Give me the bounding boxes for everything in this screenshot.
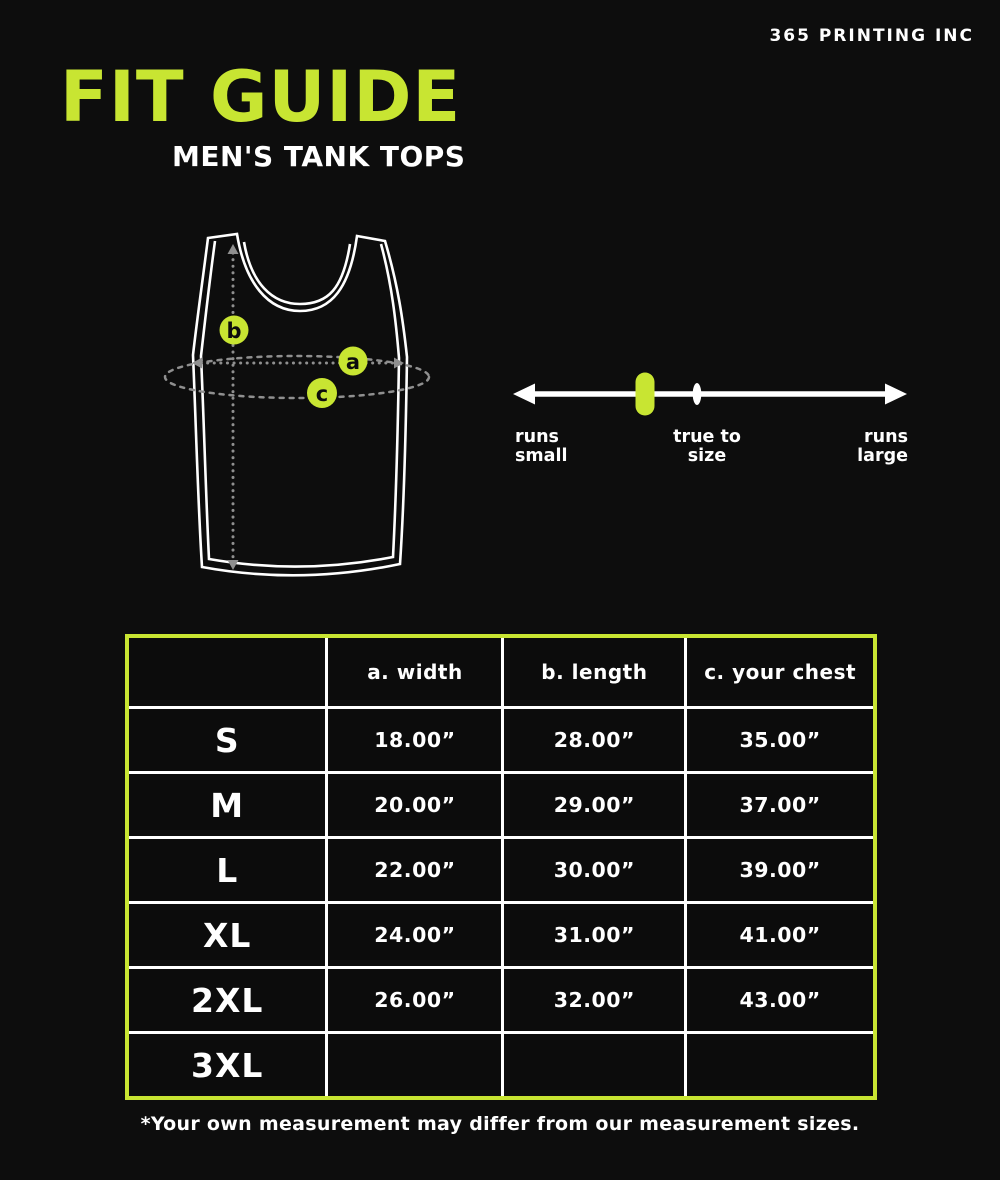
tank-neckline-inner — [244, 242, 350, 304]
brand-name: 365 PRINTING INC — [769, 26, 974, 46]
tank-outline — [193, 234, 407, 575]
runs-small-line1: runs — [515, 427, 559, 447]
marker-b-label: b — [226, 319, 242, 343]
table-corner-cell — [129, 638, 325, 706]
chest-value: 35.00” — [687, 709, 873, 771]
length-value: 28.00” — [504, 709, 684, 771]
runs-large-line1: runs — [864, 427, 908, 447]
size-label: 3XL — [129, 1034, 325, 1096]
length-guide-arrow-top — [228, 244, 239, 254]
fit-scale-arrow-left — [513, 384, 535, 405]
chest-value — [687, 1034, 873, 1096]
length-value — [504, 1034, 684, 1096]
col-header-length: b. length — [504, 638, 684, 706]
width-value: 18.00” — [328, 709, 501, 771]
length-value: 32.00” — [504, 969, 684, 1031]
fit-scale-arrow-right — [885, 384, 907, 405]
length-value: 30.00” — [504, 839, 684, 901]
length-value: 31.00” — [504, 904, 684, 966]
size-label: XL — [129, 904, 325, 966]
runs-large-line2: large — [857, 445, 908, 466]
size-table — [125, 634, 877, 1100]
length-guide-arrow-bottom — [228, 560, 239, 570]
size-label: S — [129, 709, 325, 771]
chest-value: 39.00” — [687, 839, 873, 901]
marker-c-label: c — [315, 382, 329, 406]
fit-scale — [500, 355, 920, 485]
chest-value: 43.00” — [687, 969, 873, 1031]
true-to-size-line2: size — [687, 445, 727, 466]
runs-small-line2: small — [515, 445, 568, 466]
chest-guide-ellipse — [165, 356, 429, 398]
page-title: FIT GUIDE — [60, 56, 462, 138]
width-value: 20.00” — [328, 774, 501, 836]
width-value — [328, 1034, 501, 1096]
fit-scale-axis — [500, 355, 920, 427]
fit-indicator-marker — [636, 373, 655, 416]
tank-inner-line — [201, 241, 399, 567]
tank-top-diagram — [160, 225, 440, 600]
col-header-width: a. width — [328, 638, 501, 706]
true-to-size-tick — [693, 383, 702, 405]
size-label: M — [129, 774, 325, 836]
true-to-size-line1: true to — [673, 427, 741, 447]
true-to-size-label — [673, 428, 741, 466]
width-value: 24.00” — [328, 904, 501, 966]
width-value: 26.00” — [328, 969, 501, 1031]
width-value: 22.00” — [328, 839, 501, 901]
chest-value: 41.00” — [687, 904, 873, 966]
size-label: 2XL — [129, 969, 325, 1031]
col-header-chest: c. your chest — [687, 638, 873, 706]
chest-value: 37.00” — [687, 774, 873, 836]
runs-small-label — [515, 428, 567, 466]
length-value: 29.00” — [504, 774, 684, 836]
size-label: L — [129, 839, 325, 901]
runs-large-label — [857, 428, 908, 466]
measurement-disclaimer: *Your own measurement may differ from our measurement sizes. — [140, 1113, 860, 1135]
page-subtitle: MEN'S TANK TOPS — [172, 140, 466, 173]
marker-a-label: a — [345, 350, 361, 374]
